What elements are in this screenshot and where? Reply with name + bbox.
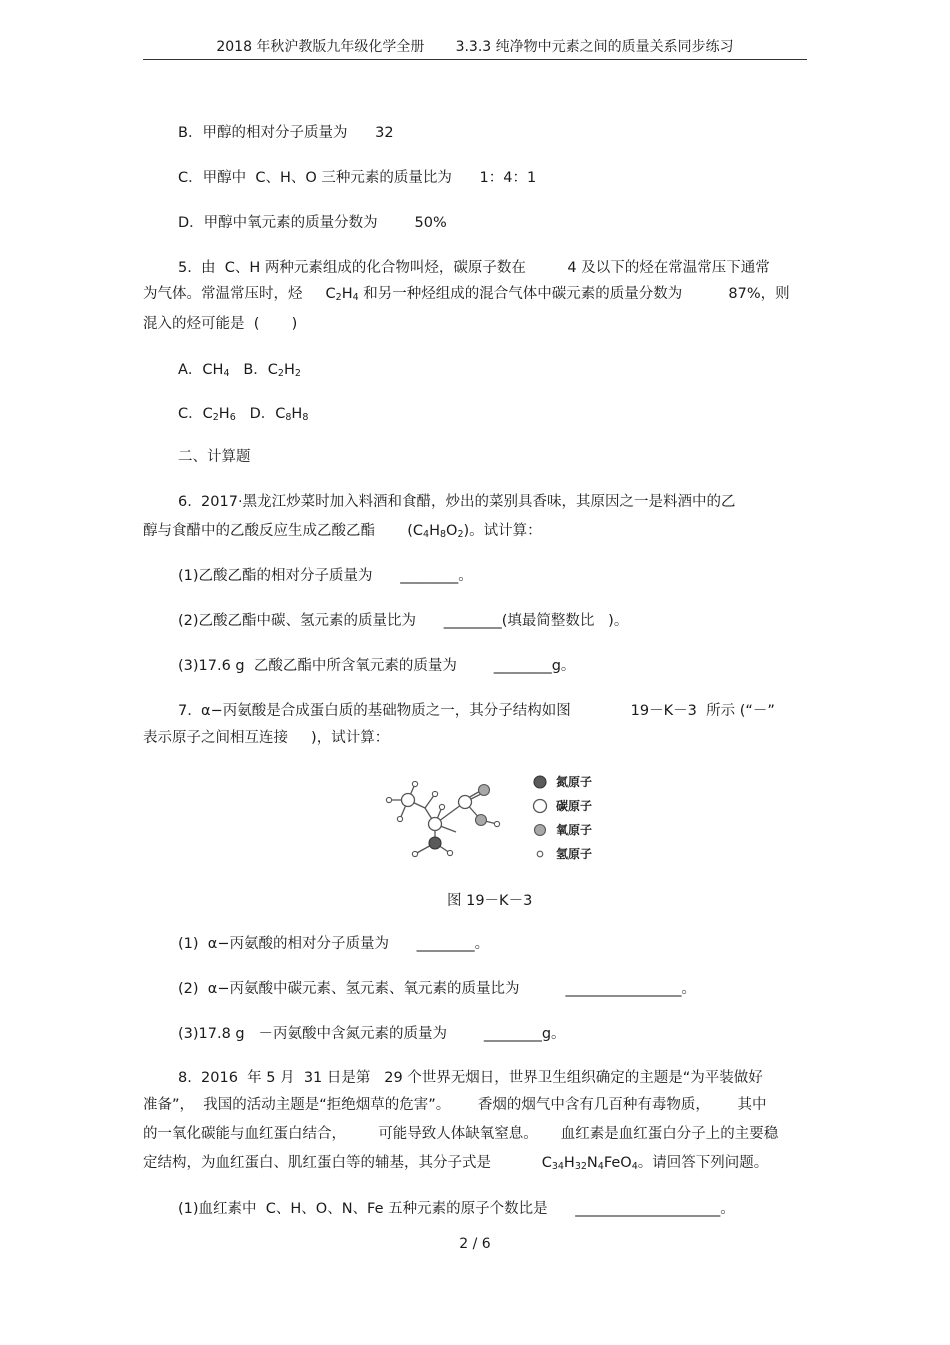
figure-caption: 图 19－K－3 [447,893,533,909]
q8-line2: 准备”， 我国的活动主题是“拒绝烟草的危害”。 香烟的烟气中含有几百种有毒物质， 其中 [143,1097,767,1113]
hydrogen-atom [386,797,391,802]
q5-line3: 混入的烃可能是 ( ) [143,316,298,332]
q5-line2: 为气体。常温常压时，烃 $C_2H_4$ 和另一种烃组成的混合气体中碳元素的质量分数为 87%，则 [143,286,790,303]
q5-line1: 5. 由 C、H 两种元素组成的化合物叫烃，碳原子数在 4 及以下的烃在常温常压下通常 [178,260,770,276]
q4-option-b: B．甲醇的相对分子质量为 32 [178,125,394,141]
alanine-molecule-figure [380,772,610,864]
q6-part3: (3)17.6 g 乙酸乙酯中所含氧元素的质量为 ________g。 [178,658,576,674]
hydrogen-atom [447,850,452,855]
q7-line1: 7. α−丙氨酸是合成蛋白质的基础物质之一，其分子结构如图 19－K－3 所示 (“－” [178,703,775,719]
nitrogen-atom [429,837,441,849]
carbon-atom [459,796,472,809]
legend-nitrogen-icon [534,776,546,788]
q7-part3: (3)17.8 g －丙氨酸中含氮元素的质量为 ________g。 [178,1026,566,1042]
q4-option-c: C．甲醇中 C、H、O 三种元素的质量比为 1：4：1 [178,170,537,186]
q8-line1: 8. 2016 年 5 月 31 日是第 29 个世界无烟日，世界卫生组织确定的主题是“为平装做好 [178,1070,763,1086]
legend-oxygen-icon [535,825,546,836]
page-header: 2018 年秋沪教版九年级化学全册 3.3.3 纯净物中元素之间的质量关系同步练习 [216,39,734,55]
q4-option-d: D．甲醇中氧元素的质量分数为 50% [178,215,447,231]
q6-line2: 醇与食醋中的乙酸反应生成乙酸乙酯 $(C_4H_8O_2)$。试计算： [143,523,542,540]
legend-carbon-label: 碳原子 [556,799,593,813]
q7-part1: (1) α−丙氨酸的相对分子质量为 ________。 [178,936,490,952]
q6-part2: (2)乙酸乙酯中碳、氢元素的质量比为 ________(填最简整数比 )。 [178,613,629,629]
q5-options-cd: C．$C_2H_6$ D．$C_8H_8$ [178,406,309,423]
oxygen-atom [479,785,490,796]
carbon-atom [402,794,415,807]
q6-line1: 6. 2017·黑龙江炒菜时加入料酒和食醋，炒出的菜别具香味，其原因之一是料酒中的乙 [178,494,736,510]
legend-hydrogen-icon [537,851,543,857]
q5-options-ab: A．$CH_4$ B．$C_2H_2$ [178,362,301,379]
q7-line2: 表示原子之间相互连接 )，试计算： [143,730,390,746]
hydrogen-atom [494,821,499,826]
q8-part1: (1)血红素中 C、H、O、N、Fe 五种元素的原子个数比是 ____________________。 [178,1201,735,1217]
hydrogen-atom [432,791,437,796]
hydrogen-atom [412,851,417,856]
legend-oxygen-label: 氧原子 [556,823,593,837]
oxygen-atom [476,815,487,826]
legend-carbon-icon [534,800,547,813]
header-rule [143,59,807,60]
hydrogen-atom [397,816,402,821]
hydrogen-atom [439,804,444,809]
page-number: 2 / 6 [459,1236,491,1252]
q6-part1: (1)乙酸乙酯的相对分子质量为 ________。 [178,568,473,584]
q7-part2: (2) α−丙氨酸中碳元素、氢元素、氧元素的质量比为 ________________。 [178,981,697,997]
section-title: 二、计算题 [178,449,251,465]
q8-line4: 定结构，为血红蛋白、肌红蛋白等的辅基，其分子式是 $C_{34}H_{32}N_4FeO_4$。请回答下列问题。 [143,1155,769,1172]
legend-nitrogen-label: 氮原子 [556,775,593,789]
carbon-atom [429,818,442,831]
hydrogen-atom [412,781,417,786]
q8-line3: 的一氧化碳能与血红蛋白结合， 可能导致人体缺氧窒息。 血红素是血红蛋白分子上的主要稳 [143,1126,779,1142]
legend-hydrogen-label: 氢原子 [556,847,593,861]
